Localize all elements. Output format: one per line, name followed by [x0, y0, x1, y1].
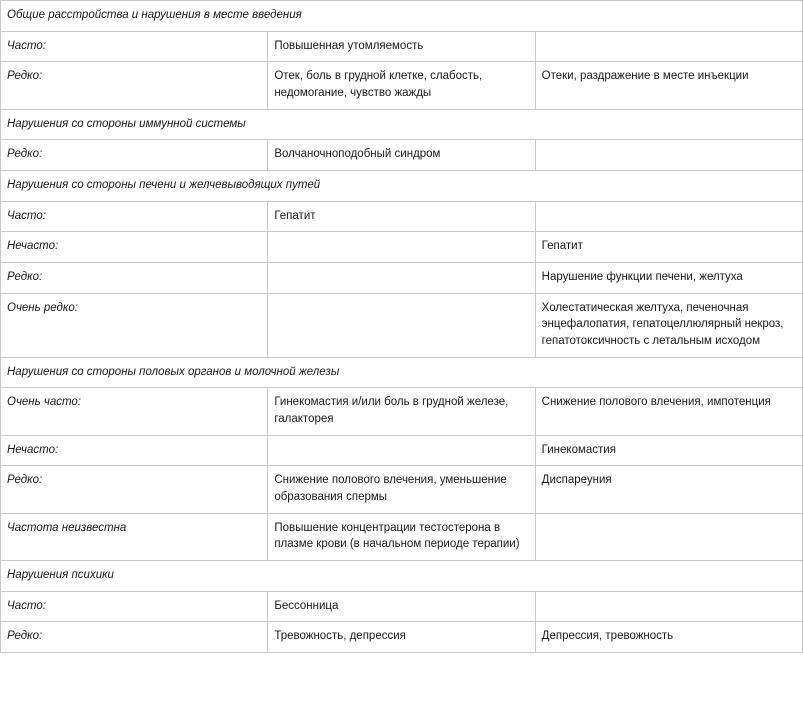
effect-text-a: Повышение концентрации тестостерона в плазме крови (в начальном периоде терапии) — [274, 521, 520, 551]
section-title — [1, 171, 803, 202]
section-title-text: Нарушения со стороны печени и желчевыводящих путей — [7, 179, 321, 192]
effect-cell-a — [268, 435, 535, 466]
table-body — [1, 1, 803, 653]
effect-cell-a — [268, 263, 535, 294]
frequency-text: Часто: — [7, 209, 46, 222]
table-row — [1, 263, 803, 294]
frequency-text: Редко: — [7, 148, 43, 161]
table-row — [1, 62, 803, 109]
effect-text-b: Снижение полового влечения, импотенция — [541, 396, 771, 409]
section-title — [1, 1, 803, 32]
table-row — [1, 388, 803, 435]
table-row — [1, 140, 803, 171]
effect-cell-a — [268, 513, 535, 560]
frequency-text: Очень редко: — [7, 301, 78, 314]
section-title-text: Нарушения со стороны иммунной системы — [7, 117, 246, 130]
effect-text-b: Нарушение функции печени, желтуха — [541, 271, 743, 284]
effect-cell-b — [535, 466, 802, 513]
effect-text-b — [542, 208, 796, 222]
section-title — [1, 109, 803, 140]
section-title-text: Нарушения психики — [7, 569, 114, 582]
table-row — [1, 201, 803, 232]
effect-cell-b — [535, 435, 802, 466]
effect-text-a — [274, 300, 528, 314]
table-section-row — [1, 1, 803, 32]
frequency-text: Редко: — [7, 630, 43, 643]
frequency-cell — [1, 466, 268, 513]
effect-cell-b — [535, 591, 802, 622]
frequency-text: Нечасто: — [7, 443, 59, 456]
frequency-cell — [1, 31, 268, 62]
frequency-cell — [1, 263, 268, 294]
table-row — [1, 293, 803, 357]
effect-cell-a — [268, 622, 535, 653]
frequency-cell — [1, 435, 268, 466]
effect-text-b — [542, 598, 796, 612]
effect-cell-b — [535, 622, 802, 653]
effect-text-b: Гепатит — [541, 240, 583, 253]
frequency-cell — [1, 140, 268, 171]
effect-text-a: Волчаночноподобный синдром — [274, 148, 441, 161]
section-title-text: Общие расстройства и нарушения в месте введения — [7, 9, 302, 21]
effect-cell-b — [535, 263, 802, 294]
effect-text-a: Отек, боль в грудной клетке, слабость, недомогание, чувство жажды — [274, 70, 483, 100]
effect-cell-b — [535, 201, 802, 232]
effect-text-a: Бессонница — [274, 599, 339, 612]
frequency-text: Частота неизвестна — [7, 521, 127, 534]
frequency-cell — [1, 293, 268, 357]
effect-text-b: Гинекомастия — [541, 443, 616, 456]
table-row — [1, 232, 803, 263]
effect-text-b: Депрессия, тревожность — [541, 630, 674, 643]
frequency-text: Редко: — [7, 474, 43, 487]
frequency-text: Очень часто: — [7, 396, 82, 409]
effect-text-b — [542, 520, 796, 534]
frequency-cell — [1, 201, 268, 232]
table-row — [1, 591, 803, 622]
frequency-cell — [1, 388, 268, 435]
effect-cell-b — [535, 140, 802, 171]
table-row — [1, 31, 803, 62]
effect-cell-a — [268, 293, 535, 357]
table-section-row — [1, 561, 803, 592]
table-row — [1, 513, 803, 560]
table-row — [1, 435, 803, 466]
effect-text-b: Холестатическая желтуха, печеночная энцефалопатия, гепатоцеллюлярный некроз, гепатотоксичность с летальным исходом — [541, 301, 784, 348]
effect-cell-a — [268, 466, 535, 513]
section-title — [1, 561, 803, 592]
effect-cell-a — [268, 232, 535, 263]
effect-cell-a — [268, 591, 535, 622]
frequency-cell — [1, 622, 268, 653]
effect-text-b: Отеки, раздражение в месте инъекции — [541, 70, 749, 83]
table-section-row — [1, 357, 803, 388]
section-title — [1, 357, 803, 388]
effect-cell-a — [268, 62, 535, 109]
frequency-cell — [1, 591, 268, 622]
effect-cell-b — [535, 31, 802, 62]
effect-text-a: Повышенная утомляемость — [274, 39, 424, 52]
effect-text-a: Гинекомастия и/или боль в грудной железе, галакторея — [274, 396, 509, 426]
frequency-text: Часто: — [7, 599, 46, 612]
effect-cell-b — [535, 62, 802, 109]
table-row — [1, 622, 803, 653]
effect-text-a: Гепатит — [274, 209, 316, 222]
effect-text-a: Снижение полового влечения, уменьшение образования спермы — [274, 474, 507, 504]
effect-text-b — [542, 38, 796, 52]
effect-cell-a — [268, 140, 535, 171]
frequency-text: Редко: — [7, 70, 43, 83]
effect-cell-b — [535, 513, 802, 560]
effect-text-a — [274, 238, 528, 252]
effect-cell-b — [535, 232, 802, 263]
effect-cell-a — [268, 31, 535, 62]
effect-text-b: Диспареуния — [541, 474, 612, 487]
effect-text-a: Тревожность, депрессия — [274, 630, 406, 643]
effect-cell-b — [535, 293, 802, 357]
effect-cell-a — [268, 201, 535, 232]
effect-text-a — [274, 269, 528, 283]
effect-text-a — [274, 442, 528, 456]
table-row — [1, 466, 803, 513]
table-section-row — [1, 171, 803, 202]
frequency-cell — [1, 62, 268, 109]
frequency-text: Редко: — [7, 271, 43, 284]
frequency-text: Нечасто: — [7, 240, 59, 253]
section-title-text: Нарушения со стороны половых органов и молочной железы — [7, 365, 340, 378]
effect-text-b — [542, 146, 796, 160]
frequency-cell — [1, 232, 268, 263]
effect-cell-a — [268, 388, 535, 435]
table-section-row — [1, 109, 803, 140]
effect-cell-b — [535, 388, 802, 435]
frequency-cell — [1, 513, 268, 560]
frequency-text: Часто: — [7, 39, 46, 52]
